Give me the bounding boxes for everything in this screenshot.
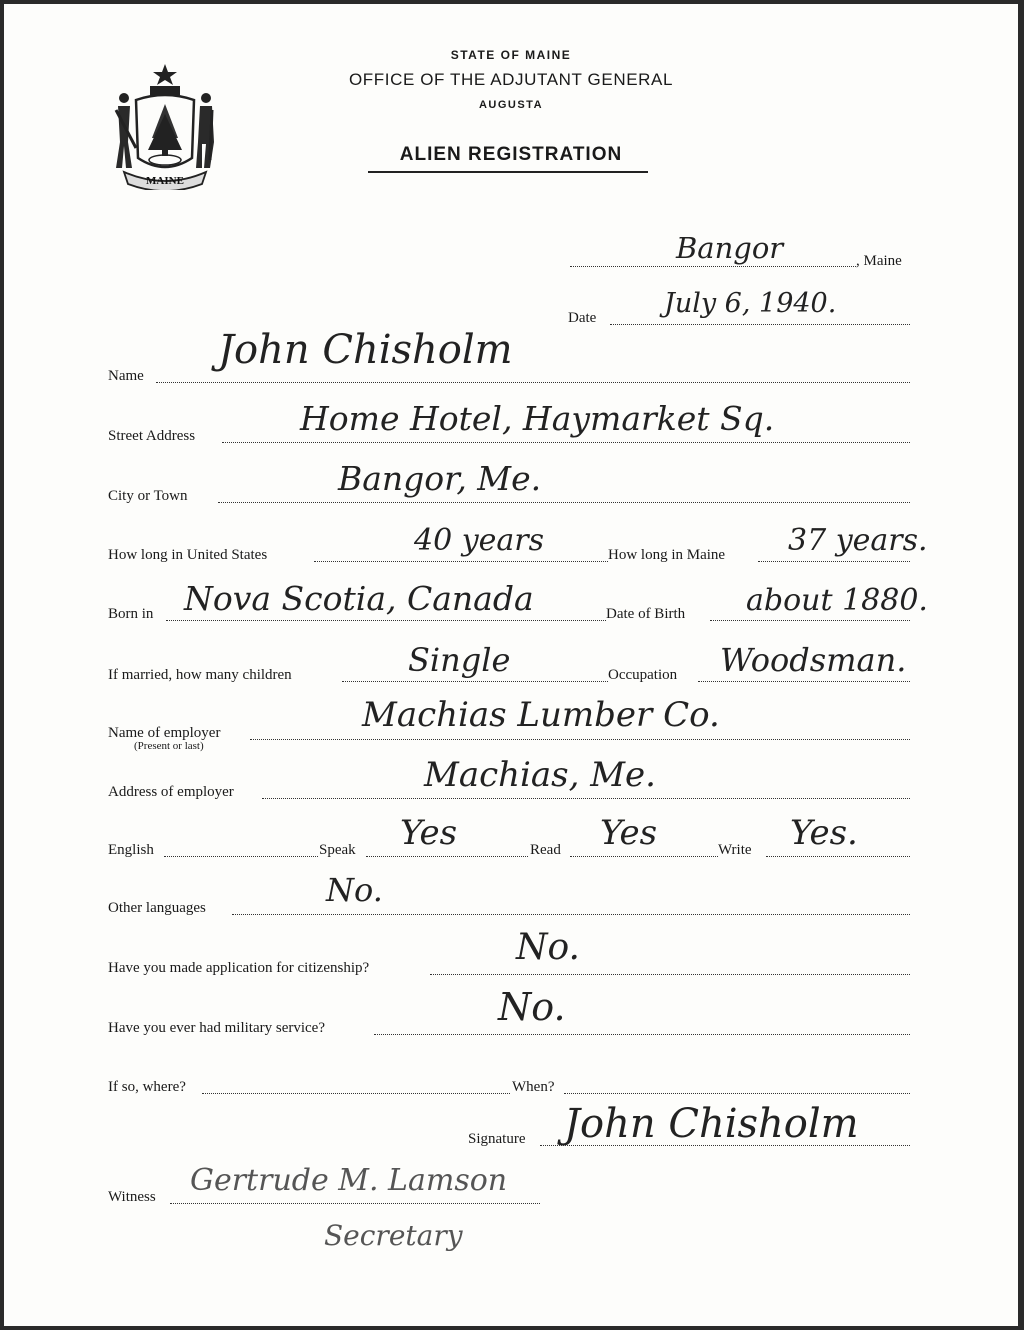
citizenship-line (430, 974, 910, 975)
date-label: Date (568, 310, 597, 326)
employer-address-line (262, 798, 910, 799)
citizenship-label: Have you made application for citizenship? (108, 960, 370, 976)
write-entry: Yes. (790, 813, 858, 853)
signature-entry: John Chisholm (564, 1101, 859, 1147)
children-label: If married, how many children (108, 667, 292, 683)
when-label: When? (512, 1079, 555, 1095)
date-entry: July 6, 1940. (664, 288, 837, 319)
maine-suffix-label: , Maine (856, 253, 902, 269)
registration-form (4, 4, 1018, 1326)
street-entry: Home Hotel, Haymarket Sq. (300, 399, 775, 438)
employer-line (250, 739, 910, 740)
name-label: Name (108, 368, 144, 384)
other-languages-label: Other languages (108, 900, 206, 916)
read-line (570, 856, 718, 857)
city-heading: AUGUSTA (478, 99, 544, 111)
title-underline (368, 171, 648, 173)
employer-address-label: Address of employer (108, 784, 234, 800)
name-entry: John Chisholm (218, 327, 513, 373)
children-entry: Single (408, 641, 511, 679)
employer-address-entry: Machias, Me. (424, 755, 656, 795)
where-line (202, 1093, 510, 1094)
dob-entry: about 1880. (746, 583, 928, 618)
born-line (166, 620, 606, 621)
city-label: City or Town (108, 488, 188, 504)
signature-label: Signature (468, 1131, 526, 1147)
english-label: English (108, 842, 154, 858)
years-maine-line (758, 561, 910, 562)
employer-sublabel: (Present or last) (134, 740, 204, 752)
other-languages-entry: No. (326, 871, 383, 909)
born-label: Born in (108, 606, 154, 622)
occupation-line (698, 681, 910, 682)
street-line (222, 442, 910, 443)
years-maine-entry: 37 years. (788, 523, 928, 558)
read-label: Read (530, 842, 561, 858)
military-label: Have you ever had military service? (108, 1020, 325, 1036)
street-label: Street Address (108, 428, 196, 444)
name-line (156, 382, 910, 383)
date-line (610, 324, 910, 325)
read-entry: Yes (600, 813, 658, 853)
military-line (374, 1034, 910, 1035)
where-label: If so, where? (108, 1079, 186, 1095)
witness-entry: Gertrude M. Lamson (190, 1163, 508, 1198)
dob-label: Date of Birth (606, 606, 686, 622)
city-line (218, 502, 910, 503)
years-us-line (314, 561, 608, 562)
years-maine-label: How long in Maine (608, 547, 726, 563)
witness-line (170, 1203, 540, 1204)
speak-line (366, 856, 528, 857)
employer-entry: Machias Lumber Co. (362, 695, 720, 735)
speak-entry: Yes (400, 813, 458, 853)
military-entry: No. (498, 985, 566, 1029)
town-entry: Bangor (676, 231, 784, 265)
other-languages-line (232, 914, 910, 915)
witness-title-entry: Secretary (324, 1219, 463, 1252)
dob-line (710, 620, 910, 621)
occupation-entry: Woodsman. (720, 641, 907, 679)
years-us-entry: 40 years (414, 523, 545, 558)
svg-text:MAINE: MAINE (146, 175, 184, 187)
born-entry: Nova Scotia, Canada (184, 579, 534, 618)
when-line (564, 1093, 910, 1094)
occupation-label: Occupation (608, 667, 678, 683)
english-line (164, 856, 318, 857)
write-label: Write (718, 842, 752, 858)
state-heading: STATE OF MAINE (450, 48, 572, 62)
town-line (570, 266, 856, 267)
form-title: ALIEN REGISTRATION (399, 144, 623, 165)
children-line (342, 681, 608, 682)
city-entry: Bangor, Me. (338, 459, 542, 498)
office-heading: OFFICE OF THE ADJUTANT GENERAL (348, 70, 674, 89)
years-us-label: How long in United States (108, 547, 268, 563)
write-line (766, 856, 910, 857)
citizenship-entry: No. (516, 927, 580, 968)
witness-label: Witness (108, 1189, 156, 1205)
speak-label: Speak (319, 842, 356, 858)
employer-label: Name of employer (108, 725, 221, 741)
